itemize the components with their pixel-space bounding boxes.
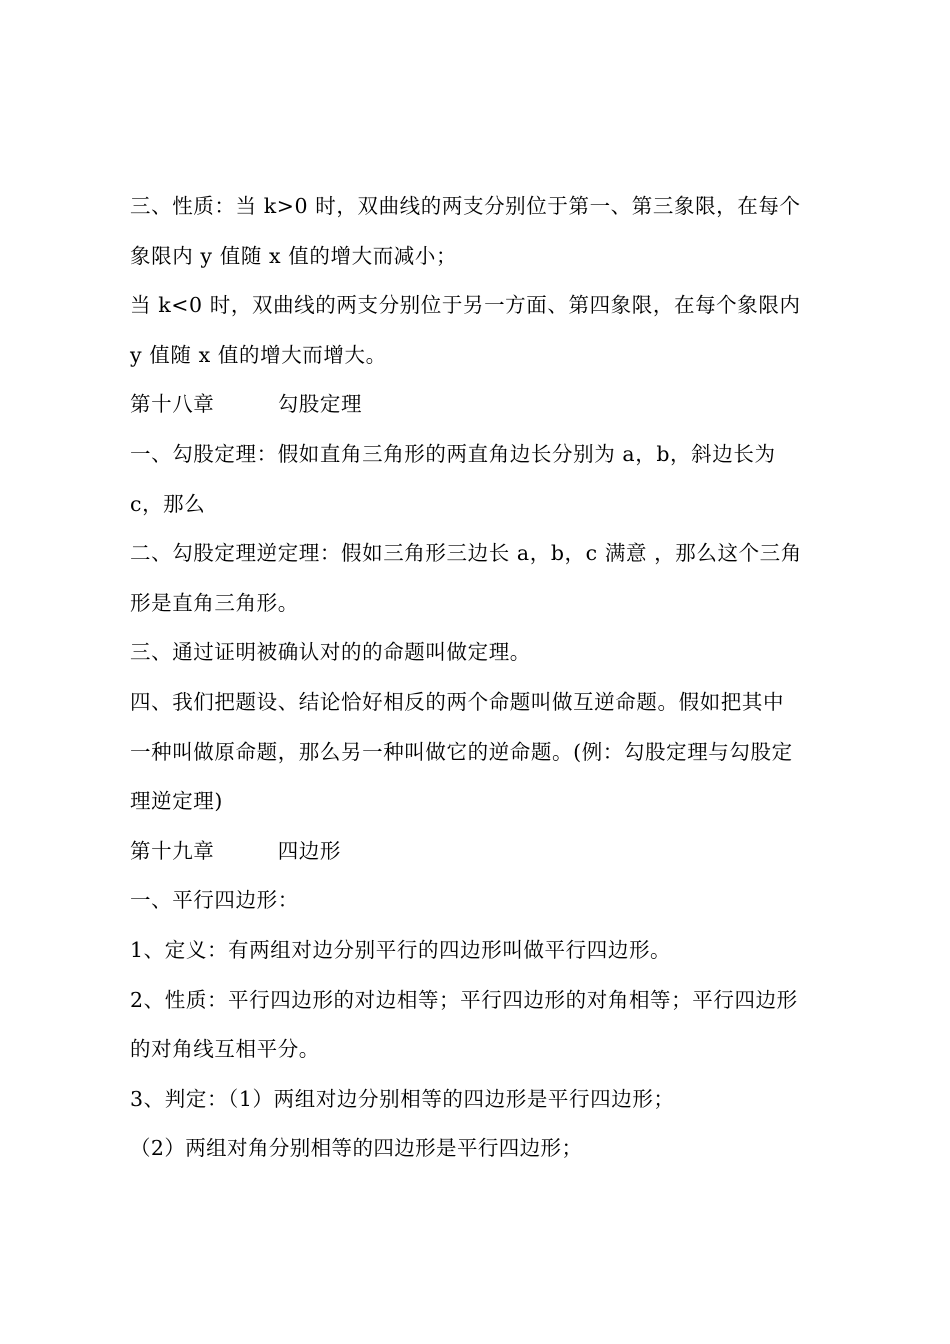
text-line: 三、性质：当 k>0 时，双曲线的两支分别位于第一、第三象限，在每个 [130,194,801,218]
chapter-heading: 第十九章 四边形 [130,838,341,863]
text-line: 当 k<0 时，双曲线的两支分别位于另一方面、第四象限，在每个象限内 [130,293,801,318]
text-line: 象限内 y 值随 x 值的增大而减小； [130,243,458,268]
text-line: 一种叫做原命题，那么另一种叫做它的逆命题。(例：勾股定理与勾股定 [130,739,793,764]
text-line: 形是直角三角形。 [130,590,299,615]
text-line: （2）两组对角分别相等的四边形是平行四边形； [130,1136,583,1161]
text-line: 理逆定理) [130,789,223,814]
chapter-heading: 第十八章 勾股定理 [130,392,363,417]
text-line: 的对角线互相平分。 [130,1037,320,1062]
text-line: 一、勾股定理：假如直角三角形的两直角边长分别为 a，b，斜边长为 [130,441,776,466]
text-line: y 值随 x 值的增大而增大。 [130,342,387,367]
text-line: 三、通过证明被确认对的的命题叫做定理。 [130,640,531,665]
text-line: 3、判定：（1）两组对边分别相等的四边形是平行四边形； [130,1086,675,1111]
text-line: 二、勾股定理逆定理：假如三角形三边长 a，b，c 满意 ，那么这个三角 [130,541,802,566]
document-body [130,182,832,1174]
text-line: 四、我们把题设、结论恰好相反的两个命题叫做互逆命题。假如把其中 [130,689,785,714]
text-line: 1、定义：有两组对边分别平行的四边形叫做平行四边形。 [130,937,672,962]
text-line: c，那么 [130,491,206,516]
text-line: 一、平行四边形： [130,888,299,913]
text-line: 2、性质：平行四边形的对边相等；平行四边形的对角相等；平行四边形 [130,987,798,1012]
